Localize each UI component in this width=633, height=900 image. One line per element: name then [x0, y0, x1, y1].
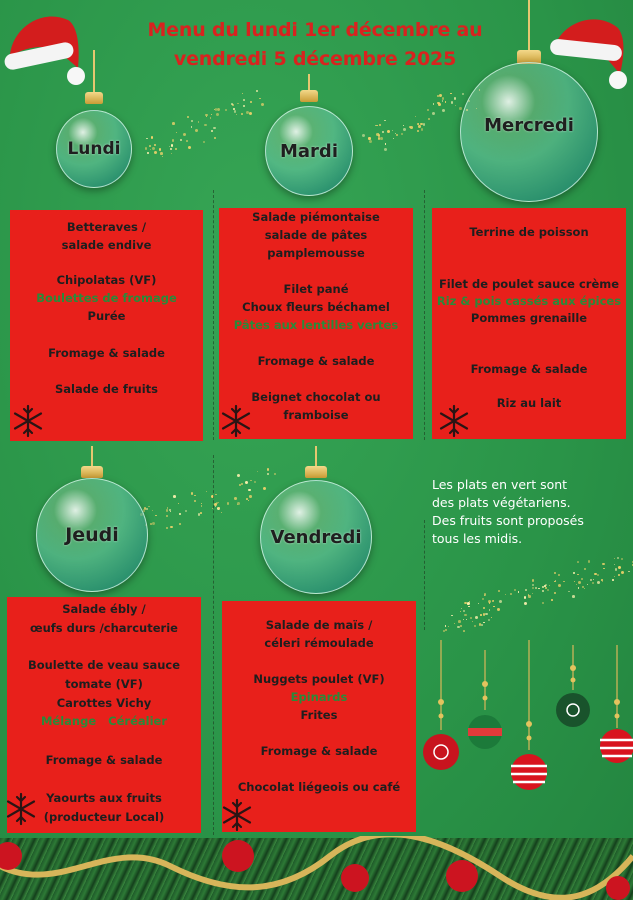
menu-item: salade endive [61, 238, 152, 252]
sparkle-dot [460, 625, 463, 628]
sparkle-dot [472, 621, 473, 622]
sparkle-dot [551, 599, 553, 601]
sparkle-dot [573, 572, 575, 574]
sparkle-dot [214, 137, 216, 139]
ornament-mardi [265, 74, 353, 196]
sparkle-dot [227, 502, 230, 505]
sparkle-dot [218, 507, 220, 509]
menu-item: Filet pané [283, 282, 349, 296]
menu-item: Yaourts aux fruits [46, 791, 162, 805]
sparkle-dot [206, 491, 207, 492]
sparkle-dot [558, 584, 561, 587]
menu-item: œufs durs /charcuterie [30, 621, 178, 635]
sparkle-dot [256, 90, 258, 92]
sparkle-dot [488, 619, 490, 621]
sparkle-dot [201, 503, 202, 504]
garland-baubles [0, 836, 633, 900]
note-line: Les plats en vert sont [432, 477, 568, 492]
sparkle-dot [369, 140, 372, 143]
sparkle-dot [233, 108, 235, 110]
sparkle-dot [195, 129, 198, 132]
sparkle-dot [578, 581, 581, 584]
sparkle-dot [603, 568, 605, 570]
sparkle-dot [246, 498, 248, 500]
title-line-1: Menu du lundi 1er décembre au [147, 19, 483, 41]
sparkle-dot [584, 588, 586, 590]
snowflake-icon [437, 404, 471, 438]
sparkle-dot [470, 617, 472, 619]
sparkle-dot [417, 130, 420, 133]
sparkle-dot [172, 139, 175, 142]
column-divider [213, 455, 214, 835]
sparkle-dot [532, 593, 534, 595]
sparkle-dot [368, 137, 370, 139]
menu-item: Choux fleurs béchamel [242, 300, 390, 314]
note-line: Des fruits sont proposés [432, 513, 584, 528]
sparkle-dot [403, 128, 406, 131]
sparkle-dot [614, 576, 615, 577]
sparkle-dot [204, 124, 207, 127]
sparkle-dot [542, 586, 545, 589]
sparkle-dot [145, 147, 148, 150]
day-label-mardi: Mardi [280, 140, 338, 162]
sparkle-dot [542, 590, 544, 592]
sparkle-dot [216, 113, 219, 116]
sparkle-dot [438, 103, 441, 106]
note-line: tous les midis. [432, 531, 523, 546]
sparkle-dot [221, 512, 222, 513]
snowflake-icon [219, 404, 253, 438]
menu-item: (producteur Local) [43, 810, 165, 824]
menu-item: Terrine de poisson [469, 225, 589, 239]
sparkle-dot [432, 112, 435, 115]
sparkle-dot [454, 97, 457, 100]
sparkle-dot [614, 558, 615, 559]
menu-item: Carottes Vichy [56, 696, 152, 710]
sparkle-dot [454, 623, 455, 624]
sparkle-dot [403, 125, 404, 126]
sparkle-dot [249, 495, 252, 498]
sparkle-dot [455, 105, 456, 106]
sparkle-dot [439, 94, 442, 97]
sparkle-dot [150, 149, 151, 150]
sparkle-dot [463, 610, 465, 612]
sparkle-dot [392, 130, 393, 131]
christmas-ornament-icon [460, 62, 598, 202]
sparkle-dot [524, 602, 527, 605]
sparkle-dot [483, 622, 485, 624]
menu-item: pamplemousse [267, 246, 365, 260]
sparkle-dot [467, 602, 470, 605]
menu-item: Pommes grenaille [470, 311, 588, 325]
sparkle-dot [451, 615, 453, 617]
sparkle-dot [245, 481, 248, 484]
day-label-mercredi: Mercredi [484, 115, 574, 136]
sparkle-dot [237, 103, 239, 105]
sparkle-dot [166, 527, 168, 529]
sparkle-dot [382, 131, 384, 133]
sparkle-dot [584, 568, 586, 570]
sparkle-dot [170, 148, 172, 150]
sparkle-dot [401, 133, 403, 135]
sparkle-dot [241, 113, 243, 115]
sparkle-dot [442, 100, 443, 101]
ornament-jeudi [36, 446, 148, 592]
sparkle-dot [577, 574, 579, 576]
sparkle-dot [547, 589, 549, 591]
sparkle-dot [618, 574, 620, 576]
sparkle-dot [478, 603, 479, 604]
menu-item: Frites [300, 708, 338, 722]
sparkle-dot [451, 101, 454, 104]
sparkle-dot [261, 103, 264, 106]
sparkle-dot [518, 591, 520, 593]
sparkle-dot [628, 571, 630, 573]
sparkle-dot [602, 581, 603, 582]
sparkle-dot [593, 579, 594, 580]
sparkle-dot [542, 602, 544, 604]
sparkle-dot [554, 572, 557, 575]
sparkle-dot [384, 120, 385, 121]
sparkle-dot [237, 502, 240, 505]
sparkle-dot [242, 93, 243, 94]
note-line: des plats végétariens. [432, 495, 571, 510]
sparkle-dot [147, 152, 149, 154]
menu-item: salade de pâtes [264, 228, 368, 242]
sparkle-dot [203, 141, 205, 143]
sparkle-dot [464, 614, 467, 617]
sparkle-dot [178, 503, 179, 504]
sparkle-dot [528, 594, 530, 596]
sparkle-dot [590, 579, 592, 581]
sparkle-dot [191, 126, 193, 128]
menu-item: Salade de maïs / [265, 618, 373, 632]
sparkle-dot [159, 148, 162, 151]
sparkle-dot [171, 153, 172, 154]
sparkle-dot [180, 139, 182, 141]
sparkle-dot [259, 98, 261, 100]
sparkle-dot [170, 526, 173, 529]
sparkle-dot [463, 630, 465, 632]
sparkle-dot [194, 495, 196, 497]
sparkle-dot [417, 123, 419, 125]
sparkle-dot [257, 471, 258, 472]
menu-item: framboise [283, 408, 349, 422]
column-divider [424, 520, 425, 630]
sparkle-dot [505, 594, 506, 595]
menu-item: Filet de poulet sauce crème [438, 277, 620, 291]
sparkle-dot [201, 505, 202, 506]
ornament-vendredi [260, 446, 372, 594]
menu-item: Chocolat liégeois ou café [237, 780, 401, 794]
sparkle-dot [442, 109, 445, 112]
sparkle-dot [532, 579, 535, 582]
sparkle-dot [468, 606, 470, 608]
sparkle-dot [597, 581, 600, 584]
sparkle-dot [234, 497, 237, 500]
sparkle-dot [460, 611, 461, 612]
sparkle-dot [248, 489, 251, 492]
sparkle-dot [433, 103, 435, 105]
menu-item-vegetarian: Riz & pois cassés aux épices [436, 294, 622, 308]
sparkle-dot [474, 625, 476, 627]
sparkle-dot [615, 568, 617, 570]
sparkle-dot [428, 118, 430, 120]
sparkle-dot [217, 108, 220, 111]
sparkle-dot [581, 578, 583, 580]
sparkle-dot [538, 588, 540, 590]
sparkle-dot [166, 509, 168, 511]
sparkle-dot [387, 130, 390, 133]
sparkle-dot [166, 515, 168, 517]
sparkle-dot [423, 123, 425, 125]
sparkle-dot [602, 563, 605, 566]
sparkle-dot [210, 117, 212, 119]
sparkle-dot [393, 138, 394, 139]
sparkle-dot [475, 616, 478, 619]
sparkle-dot [188, 146, 191, 149]
sparkle-dot [225, 109, 227, 111]
sparkle-dot [592, 582, 594, 584]
sparkle-dot [191, 120, 193, 122]
christmas-ornament-icon [265, 106, 353, 196]
sparkle-dot [481, 624, 483, 626]
sparkle-dot [215, 494, 216, 495]
sparkle-dot [152, 147, 155, 150]
sparkle-dot [396, 134, 398, 136]
sparkle-dot [614, 564, 615, 565]
sparkle-dot [612, 579, 614, 581]
menu-item-vegetarian: Boulettes de fromage [36, 291, 177, 305]
vegetarian-note [432, 476, 627, 548]
snowflake-icon [4, 792, 38, 826]
sparkle-dot [450, 93, 452, 95]
sparkle-dot [574, 581, 575, 582]
sparkle-dot [172, 122, 175, 125]
sparkle-dot [173, 495, 176, 498]
sparkle-dot [410, 126, 413, 129]
ornament-mercredi [460, 0, 598, 202]
sparkle-dot [194, 500, 197, 503]
sparkle-dot [568, 591, 570, 593]
menu-item: céleri rémoulade [264, 636, 374, 650]
hanging-baubles-decoration [415, 640, 633, 800]
sparkle-dot [154, 151, 157, 154]
sparkle-dot [461, 608, 463, 610]
sparkle-dot [427, 109, 429, 111]
sparkle-dot [154, 144, 157, 147]
sparkle-dot [491, 617, 492, 618]
sparkle-dot [554, 581, 556, 583]
sparkle-dot [577, 561, 579, 563]
menu-item-vegetarian: Epinards [290, 690, 348, 704]
day-label-jeudi: Jeudi [65, 524, 119, 546]
column-divider [213, 190, 214, 440]
menu-item: Salade piémontaise [252, 210, 380, 224]
sparkle-dot [482, 598, 484, 600]
sparkle-dot [148, 506, 149, 507]
sparkle-dot [480, 614, 482, 616]
sparkle-dot [554, 592, 556, 594]
sparkle-dot [243, 99, 245, 101]
menu-item: Fromage & salade [257, 354, 375, 368]
menu-item: Riz au lait [496, 396, 562, 410]
menu-item-vegetarian: Pâtes aux lentilles vertes [233, 318, 399, 332]
menu-item: Fromage & salade [260, 744, 378, 758]
sparkle-dot [206, 116, 207, 117]
sparkle-dot [152, 522, 155, 525]
title-line-2: vendredi 5 décembre 2025 [173, 48, 457, 70]
sparkle-dot [155, 515, 157, 517]
sparkle-dot [618, 566, 621, 569]
sparkle-dot [572, 595, 575, 598]
day-label-lundi: Lundi [67, 139, 121, 159]
sparkle-dot [524, 596, 527, 599]
sparkle-dot [498, 590, 500, 592]
sparkle-dot [250, 480, 252, 482]
menu-item: Betteraves / [66, 220, 147, 234]
sparkle-dot [484, 595, 485, 596]
menu-item: Fromage & salade [48, 346, 165, 360]
snowflake-icon [220, 798, 254, 832]
sparkle-dot [445, 101, 447, 103]
sparkle-dot [385, 143, 387, 145]
sparkle-dot [489, 609, 491, 611]
sparkle-dot [185, 510, 187, 512]
day-label-vendredi: Vendredi [270, 526, 362, 548]
sparkle-dot [525, 589, 527, 591]
sparkle-dot [545, 584, 547, 586]
menu-item: Beignet chocolat ou [251, 390, 381, 404]
sparkle-dot [445, 625, 447, 627]
sparkle-dot [179, 513, 181, 515]
menu-item: tomate (VF) [65, 677, 143, 691]
sparkle-dot [246, 111, 249, 114]
sparkle-dot [558, 574, 560, 576]
christmas-ornament-icon [56, 110, 132, 188]
sparkle-dot [415, 116, 416, 117]
column-divider [424, 190, 425, 440]
sparkle-dot [445, 629, 447, 631]
page-title [110, 16, 520, 74]
sparkle-dot [213, 127, 215, 129]
menu-item: Boulette de veau sauce [27, 658, 181, 672]
sparkle-dot [248, 500, 249, 501]
sparkle-dot [200, 512, 202, 514]
sparkle-dot [497, 608, 500, 611]
sparkle-dot [211, 114, 212, 115]
menu-item: Chipolatas (VF) [56, 273, 157, 287]
sparkle-dot [249, 112, 252, 115]
sparkle-dot [243, 105, 245, 107]
sparkle-dot [621, 571, 624, 574]
sparkle-dot [191, 492, 194, 495]
sparkle-dot [563, 581, 565, 583]
sparkle-dot [395, 133, 396, 134]
sparkle-dot [384, 148, 387, 151]
sparkle-dot [621, 558, 623, 560]
sparkle-dot [466, 619, 467, 620]
sparkle-dot [254, 481, 256, 483]
sparkle-dot [146, 138, 148, 140]
sparkle-dot [448, 626, 449, 627]
sparkle-dot [488, 600, 491, 603]
sparkle-dot [198, 121, 200, 123]
sparkle-dot [535, 587, 537, 589]
menu-item: Fromage & salade [45, 753, 163, 767]
ornament-lundi [56, 50, 132, 188]
sparkle-dot [514, 589, 516, 591]
sparkle-dot [493, 606, 494, 607]
sparkle-dot [183, 133, 186, 136]
sparkle-dot [576, 584, 578, 586]
menu-item: Salade de fruits [55, 382, 158, 396]
sparkle-dot [171, 144, 174, 147]
menu-item: Nuggets poulet (VF) [253, 672, 385, 686]
sparkle-dot [510, 593, 512, 595]
sparkle-dot [587, 584, 588, 585]
menu-item: Purée [87, 309, 126, 323]
menu-item-vegetarian: Mélange Céréalier [40, 714, 167, 728]
sparkle-dot [617, 557, 619, 559]
sparkle-dot [362, 134, 365, 137]
sparkle-dot [379, 124, 381, 126]
sparkle-dot [597, 574, 599, 576]
sparkle-dot [149, 145, 151, 147]
sparkle-dot [485, 613, 488, 616]
sparkle-dot [211, 130, 213, 132]
christmas-ornament-icon [36, 478, 148, 592]
sparkle-dot [483, 607, 485, 609]
sparkle-dot [236, 114, 237, 115]
sparkle-dot [239, 484, 241, 486]
sparkle-dot [231, 103, 233, 105]
sparkle-dot [152, 510, 154, 512]
sparkle-dot [175, 148, 177, 150]
sparkle-dot [463, 619, 464, 620]
sparkle-dot [176, 132, 177, 133]
sparkle-dot [421, 128, 424, 131]
sparkle-dot [380, 137, 383, 140]
menu-item: Fromage & salade [470, 362, 588, 376]
sparkle-dot [162, 156, 163, 157]
sparkle-dot [170, 511, 171, 512]
menu-item: Salade ébly / [62, 602, 146, 616]
sparkle-dot [179, 523, 181, 525]
sparkle-dot [458, 620, 461, 623]
sparkle-dot [549, 585, 550, 586]
christmas-ornament-icon [260, 480, 372, 594]
sparkle-dot [234, 110, 237, 113]
sparkle-dot [160, 152, 163, 155]
sparkle-dot [187, 116, 189, 118]
sparkle-dot [376, 125, 378, 127]
sparkle-dot [418, 125, 421, 128]
sparkle-dot [588, 560, 591, 563]
sparkle-dot [499, 600, 502, 603]
snowflake-icon [11, 404, 45, 438]
sparkle-dot [578, 587, 579, 588]
sparkle-dot [151, 136, 154, 139]
sparkle-dot [250, 101, 252, 103]
sparkle-dot [237, 474, 240, 477]
sparkle-dot [186, 140, 188, 142]
